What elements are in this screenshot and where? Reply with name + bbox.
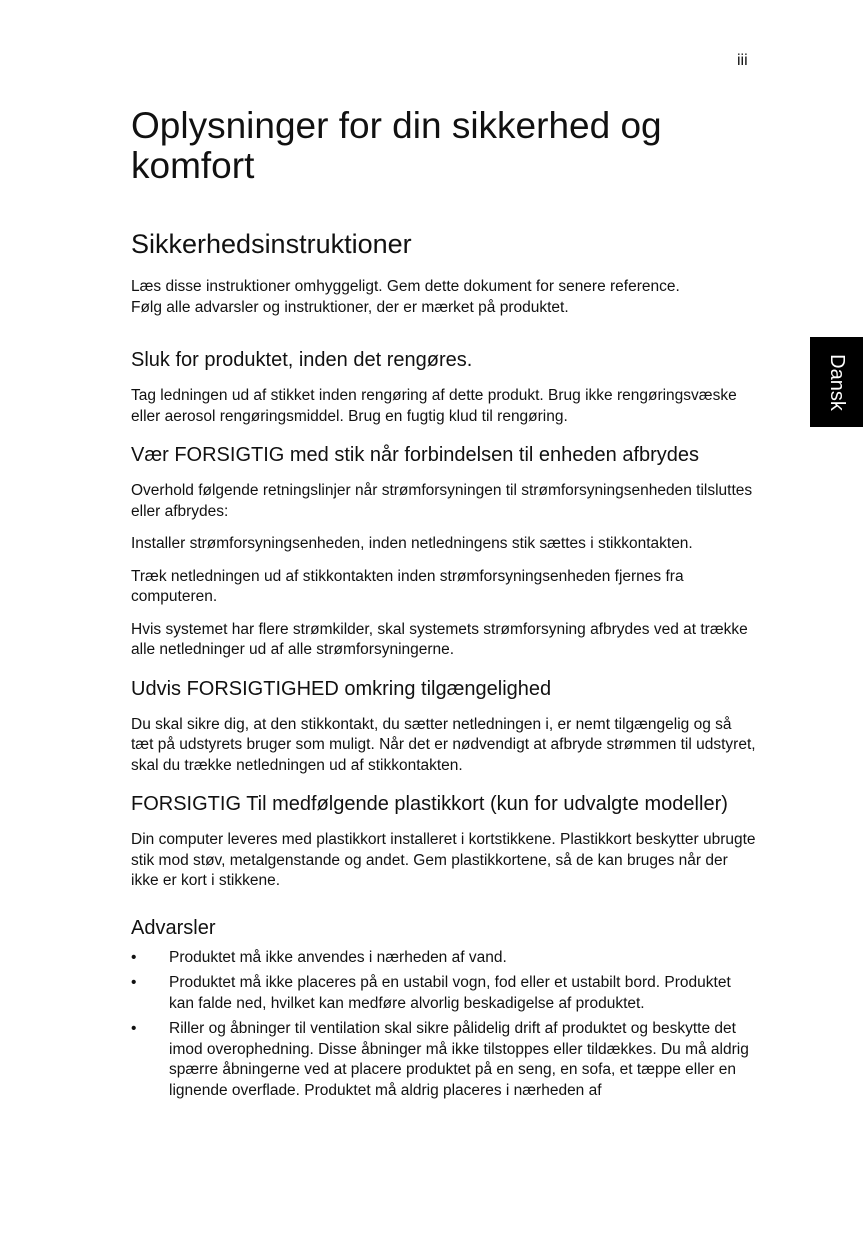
plug-paragraph-3: Træk netledningen ud af stikkontakten inden strømforsyningsenheden fjernes fra computeren. (131, 567, 684, 605)
subsection-heading-plastic-cards: FORSIGTIG Til medfølgende plastikkort (kun for udvalgte modeller) (131, 793, 728, 815)
bullet-icon: • (131, 948, 137, 966)
plastic-cards-paragraph: Din computer leveres med plastikkort installeret i kortstikkene. Plastikkort beskytter ubrugte stik mod støv, metalgenstande og andet. Gem plastikkortene, så de kan bruges når der ikke er kort i stikkene. (131, 831, 756, 889)
intro-line-2: Følg alle advarsler og instruktioner, der er mærket på produktet. (131, 298, 569, 316)
section-heading: Sikkerhedsinstruktioner (131, 229, 412, 259)
subsection-heading-plug: Vær FORSIGTIG med stik når forbindelsen til enheden afbrydes (131, 444, 700, 466)
page-title: Oplysninger for din sikkerhed og komfort (131, 105, 662, 186)
warning-text: Produktet må ikke anvendes i nærheden af vand. (169, 948, 507, 966)
plug-paragraph-4: Hvis systemet har flere strømkilder, skal systemets strømforsyning afbrydes ved at trække alle netledninger ud af alle strømforsyningerne. (131, 620, 748, 658)
page-number: iii (737, 52, 748, 69)
language-tab-label: Dansk (826, 353, 849, 411)
bullet-icon: • (131, 1020, 137, 1037)
warnings-list (131, 948, 756, 1102)
list-item (131, 973, 756, 1014)
warnings-heading: Advarsler (131, 916, 216, 939)
language-tab (810, 337, 863, 427)
list-item (131, 1019, 756, 1101)
bullet-icon: • (131, 974, 137, 991)
plug-paragraph-2: Installer strømforsyningsenheden, inden netledningens stik sættes i stikkontakten. (131, 535, 693, 552)
accessibility-paragraph: Du skal sikre dig, at den stikkontakt, du sætter netledningen i, er nemt tilgængelig og så tæt på udstyrets bruger som muligt. Når det er nødvendigt at afbryde strømmen til udstyret, skal du trække netledningen ud af stikkontakten. (131, 715, 756, 774)
intro-line-1: Læs disse instruktioner omhyggeligt. Gem dette dokument for senere reference. (131, 278, 680, 295)
document-content (131, 106, 756, 1106)
list-item (131, 948, 756, 969)
subsection-heading-cleaning: Sluk for produktet, inden det rengøres. (131, 349, 473, 371)
warning-text: Produktet må ikke placeres på en ustabil vogn, fod eller et ustabilt bord. Produktet kan falde ned, hvilket kan medføre alvorlig beskadigelse af produktet. (169, 974, 731, 1012)
plug-paragraph-1: Overhold følgende retningslinjer når strømforsyningen til strømforsyningsenheden tilsluttes eller afbrydes: (131, 482, 753, 520)
warning-text: Riller og åbninger til ventilation skal sikre pålidelig drift af produktet og beskytte det imod overophedning. Disse åbninger må ikke tilstoppes eller tildækkes. Du må aldrig spærre åbningerne ved at placere produktet på en seng, en sofa, et tæppe eller en lignende overflade. Produktet må aldrig placeres i nærheden af (169, 1020, 749, 1099)
subsection-heading-accessibility: Udvis FORSIGTIGHED omkring tilgængelighed (131, 677, 552, 700)
cleaning-paragraph: Tag ledningen ud af stikket inden rengøring af dette produkt. Brug ikke rengøringsvæske eller aerosol rengøringsmiddel. Brug en fugtig klud til rengøring. (131, 387, 737, 425)
